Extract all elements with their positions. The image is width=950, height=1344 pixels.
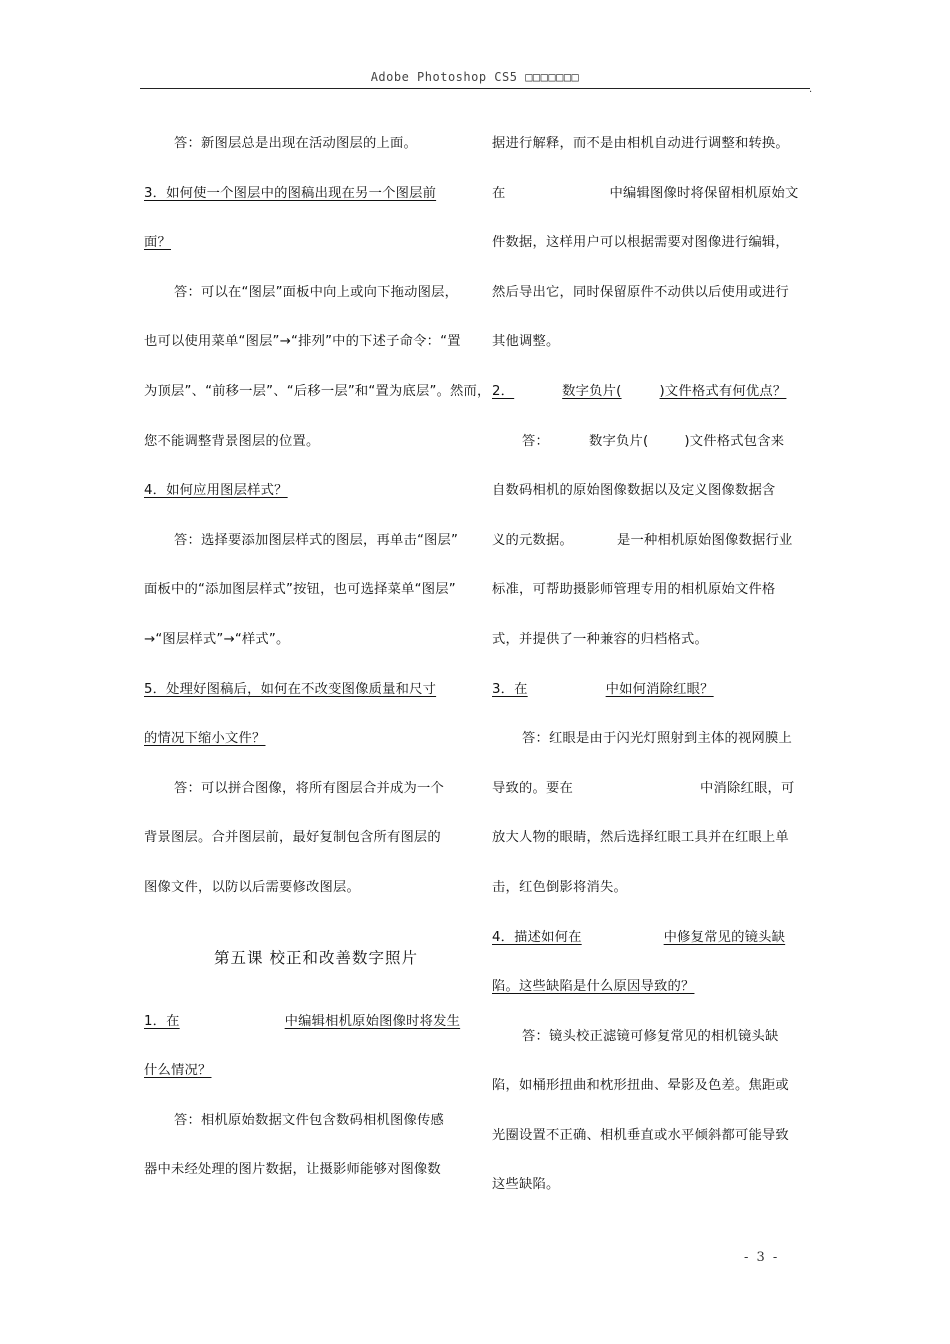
blank-gap [573, 773, 700, 805]
answer-line: 这些缺陷。 [492, 1177, 560, 1193]
answer-line: 答：可以拼合图像，将所有图层合并成为一个 [174, 780, 444, 796]
question-line [492, 376, 824, 426]
question-4-part-b: 中修复常见的镜头缺 [663, 929, 786, 945]
question-4-text-cont: 陷。这些缺陷是什么原因导致的？ [492, 979, 695, 995]
question-line [144, 227, 476, 277]
answer-line: 据进行解释，而不是由相机自动进行调整和转换。 [492, 136, 789, 151]
answer-line: 您不能调整背景图层的位置。 [144, 433, 320, 449]
question-line [492, 674, 824, 724]
text-part: 义的元数据。 [492, 532, 573, 548]
question-2-part-c: )文件格式有何优点？ [659, 383, 787, 399]
answer-line: 背景图层。合并图层前，最好复制包含所有图层的 [144, 830, 441, 846]
question-line [144, 674, 476, 724]
question-2-text [492, 384, 786, 399]
answer-line: 自数码相机的原始图像数据以及定义图像数据含 [492, 483, 776, 499]
answer-line: 为顶层”、“前移一层”、“后移一层”和“置为底层”。然而， [144, 383, 491, 399]
question-1-part-a: 1．在 [144, 1013, 180, 1029]
header-rule [140, 88, 810, 89]
answer-line [492, 178, 824, 228]
text-part: 在 [492, 185, 506, 201]
question-line [144, 723, 476, 773]
lesson-title: 第五课 校正和改善数字照片 [214, 948, 418, 967]
question-4-text: 4．如何应用图层样式？ [144, 483, 288, 499]
answer-line: 然后导出它，同时保留原件不动供以后使用或进行 [492, 284, 789, 300]
question-2-part-a: 2． [492, 383, 515, 399]
blank-gap [549, 426, 589, 458]
answer-line: 光圈设置不正确、相机垂直或水平倾斜都可能导致 [492, 1127, 789, 1143]
right-column [492, 128, 824, 1219]
blank-gap [514, 376, 562, 408]
answer-line: 答：新图层总是出现在活动图层的上面。 [174, 136, 417, 151]
question-3-part-a: 3．在 [492, 681, 528, 697]
text-part: 答： [522, 433, 549, 449]
question-line [144, 475, 476, 525]
answer-line: 面板中的“添加图层样式”按钮，也可选择菜单“图层” [144, 582, 456, 598]
answer-line: 件数据，这样用户可以根据需要对图像进行编辑， [492, 235, 789, 251]
question-line [144, 1055, 476, 1105]
left-column [144, 128, 491, 1204]
question-line [492, 922, 824, 972]
blank-gap [528, 674, 606, 706]
question-line [144, 1006, 476, 1056]
answer-line: 击，红色倒影将消失。 [492, 879, 627, 895]
blank-gap [622, 376, 660, 408]
blank-gap [648, 426, 684, 458]
answer-line [492, 426, 824, 476]
blank-gap [180, 1006, 285, 1038]
text-part: 导致的。要在 [492, 780, 573, 796]
answer-line: 标准，可帮助摄影师管理专用的相机原始文件格 [492, 582, 776, 598]
header-dot: . [809, 84, 813, 95]
question-line [492, 971, 824, 1021]
answer-line: 其他调整。 [492, 334, 560, 350]
blank-gap [582, 922, 664, 954]
question-4-part-a: 4．描述如何在 [492, 929, 582, 945]
text-part: 是一种相机原始图像数据行业 [616, 532, 793, 548]
question-1-text [144, 1014, 460, 1029]
question-3-text: 3．如何使一个图层中的图稿出现在另一个图层前 [144, 185, 437, 201]
text-part: 数字负片( [589, 433, 649, 449]
answer-line [492, 773, 824, 823]
answer-line: 答：相机原始数据文件包含数码相机图像传感 [174, 1112, 444, 1128]
answer-line: 放大人物的眼睛，然后选择红眼工具并在红眼上单 [492, 830, 789, 846]
question-4-text [492, 930, 785, 945]
question-5-text-cont: 的情况下缩小文件？ [144, 731, 266, 747]
answer-line: 器中未经处理的图片数据，让摄影师能够对图像数 [144, 1162, 441, 1178]
question-1-part-b: 中编辑相机原始图像时将发生 [284, 1013, 461, 1029]
question-5-text: 5．处理好图稿后，如何在不改变图像质量和尺寸 [144, 681, 437, 697]
answer-line: 答：镜头校正滤镜可修复常见的相机镜头缺 [522, 1028, 779, 1044]
answer-line: 陷，如桶形扭曲和枕形扭曲、晕影及色差。焦距或 [492, 1078, 789, 1094]
blank-gap [573, 525, 617, 557]
answer-line: 答：选择要添加图层样式的图层，再单击“图层” [174, 532, 459, 548]
question-1-text-cont: 什么情况？ [144, 1063, 212, 1079]
answer-line: 式，并提供了一种兼容的归档格式。 [492, 631, 708, 647]
blank-gap [506, 178, 610, 210]
answer-line: 答：红眼是由于闪光灯照射到主体的视网膜上 [522, 731, 792, 747]
running-header: Adobe Photoshop CS5 □□□□□□□ [370, 70, 580, 84]
answer-line [492, 525, 824, 575]
question-3-part-b: 中如何消除红眼？ [605, 681, 714, 697]
answer-line: →“图层样式”→“样式”。 [144, 631, 290, 647]
text-part: )文件格式包含来 [684, 433, 785, 449]
text-part: 中编辑图像时将保留相机原始文 [609, 185, 799, 201]
question-3-text-cont: 面？ [144, 235, 171, 251]
answer-line: 答：可以在“图层”面板中向上或向下拖动图层， [174, 284, 459, 300]
question-line [144, 178, 476, 228]
text-part: 中消除红眼，可 [699, 780, 795, 796]
question-3-text [492, 682, 714, 697]
page-number: - 3 - [744, 1250, 780, 1265]
answer-line: 也可以使用菜单“图层”→“排列”中的下述子命令：“置 [144, 334, 461, 350]
answer-line: 图像文件，以防以后需要修改图层。 [144, 879, 360, 895]
question-2-part-b: 数字负片( [562, 383, 622, 399]
